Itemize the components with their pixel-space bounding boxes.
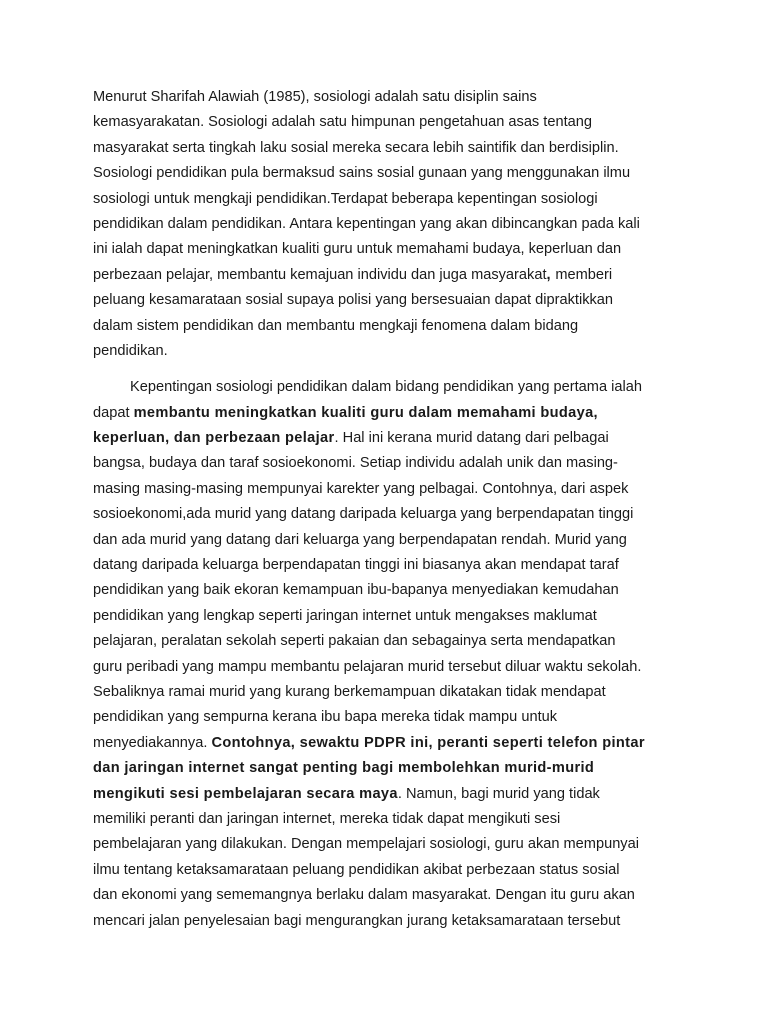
text-line: sosiologi untuk mengkaji pendidikan.Terdapat beberapa kepentingan sosiologi <box>93 190 598 207</box>
text-run: perbezaan pelajar, membantu kemajuan individu dan juga masyarakat <box>93 266 547 283</box>
text-line <box>93 426 676 451</box>
text-line: ilmu tentang ketaksamarataan peluang pendidikan akibat perbezaan status sosial <box>93 861 620 878</box>
text-line: pendidikan. <box>93 342 168 359</box>
text-run: menyediakannya. <box>93 734 212 751</box>
text-line <box>93 782 676 807</box>
text-line: mencari jalan penyelesaian bagi mengurangkan jurang ketaksamarataan tersebut <box>93 912 621 929</box>
text-line: sosioekonomi,ada murid yang datang daripada keluarga yang berpendapatan tinggi <box>93 506 634 523</box>
bold-emphasis: mengikuti sesi pembelajaran secara maya <box>93 785 398 802</box>
text-line: pembelajaran yang dilakukan. Dengan mempelajari sosiologi, guru akan mempunyai <box>93 836 639 853</box>
text-line: guru peribadi yang mampu membantu pelajaran murid tersebut diluar waktu sekolah. <box>93 658 642 675</box>
text-run: dapat <box>93 404 134 421</box>
text-line: Sebaliknya ramai murid yang kurang berkemampuan dikatakan tidak mendapat <box>93 683 606 700</box>
text-line: pendidikan yang sempurna kerana ibu bapa mereka tidak mampu untuk <box>93 709 558 726</box>
text-run: memberi <box>555 266 613 283</box>
text-line: dan ekonomi yang sememangnya berlaku dalam masyarakat. Dengan itu guru akan <box>93 887 635 904</box>
text-line: bangsa, budaya dan taraf sosioekonomi. Setiap individu adalah unik dan masing- <box>93 455 618 472</box>
text-line <box>93 756 676 781</box>
text-line <box>93 263 676 288</box>
document-page <box>93 85 676 934</box>
text-line: masing masing-masing mempunyai karekter yang pelbagai. Contohnya, dari aspek <box>93 480 629 497</box>
text-line: kemasyarakatan. Sosiologi adalah satu himpunan pengetahuan asas tentang <box>93 114 592 131</box>
paragraph-spacer <box>93 364 676 375</box>
text-line: masyarakat serta tingkah laku sosial mereka secara lebih saintifik dan berdisiplin. <box>93 139 619 156</box>
text-line: ini ialah dapat meningkatkan kualiti guru untuk memahami budaya, keperluan dan <box>93 241 622 258</box>
text-line: pendidikan dalam pendidikan. Antara kepentingan yang akan dibincangkan pada kali <box>93 215 640 232</box>
text-line: datang daripada keluarga berpendapatan tinggi ini biasanya akan mendapat taraf <box>93 557 619 574</box>
paragraph-2 <box>93 375 676 934</box>
text-line <box>93 731 676 756</box>
paragraph-1 <box>93 85 676 364</box>
text-line: dalam sistem pendidikan dan membantu mengkaji fenomena dalam bidang <box>93 317 579 334</box>
text-line: Menurut Sharifah Alawiah (1985), sosiologi adalah satu disiplin sains <box>93 89 537 105</box>
text-line: pendidikan yang baik ekoran kemampuan ibu-bapanya menyediakan kemudahan <box>93 582 619 599</box>
text-line: dan ada murid yang datang dari keluarga yang berpendapatan rendah. Murid yang <box>93 531 627 548</box>
bold-emphasis: keperluan, dan perbezaan pelajar <box>93 430 335 447</box>
text-line <box>93 401 676 426</box>
text-line: Sosiologi pendidikan pula bermaksud sains sosial gunaan yang menggunakan ilmu <box>93 165 631 182</box>
text-line: pelajaran, peralatan sekolah seperti pakaian dan sebagainya serta mendapatkan <box>93 633 616 650</box>
text-line: memiliki peranti dan jaringan internet, mereka tidak dapat mengikuti sesi <box>93 810 561 827</box>
bold-comma: , <box>546 266 556 283</box>
text-line: pendidikan yang lengkap seperti jaringan internet untuk mengakses maklumat <box>93 607 597 624</box>
bold-emphasis: Contohnya, sewaktu PDPR ini, peranti seperti telefon pintar <box>211 734 645 751</box>
text-line: Kepentingan sosiologi pendidikan dalam bidang pendidikan yang pertama ialah <box>130 379 642 396</box>
text-run: . Hal ini kerana murid datang dari pelbagai <box>334 430 609 447</box>
bold-emphasis: membantu meningkatkan kualiti guru dalam memahami budaya, <box>133 404 598 421</box>
bold-emphasis: dan jaringan internet sangat penting bagi membolehkan murid-murid <box>93 760 595 777</box>
text-run: . Namun, bagi murid yang tidak <box>397 785 600 802</box>
text-line: peluang kesamarataan sosial supaya polisi yang bersesuaian dapat dipraktikkan <box>93 292 614 309</box>
